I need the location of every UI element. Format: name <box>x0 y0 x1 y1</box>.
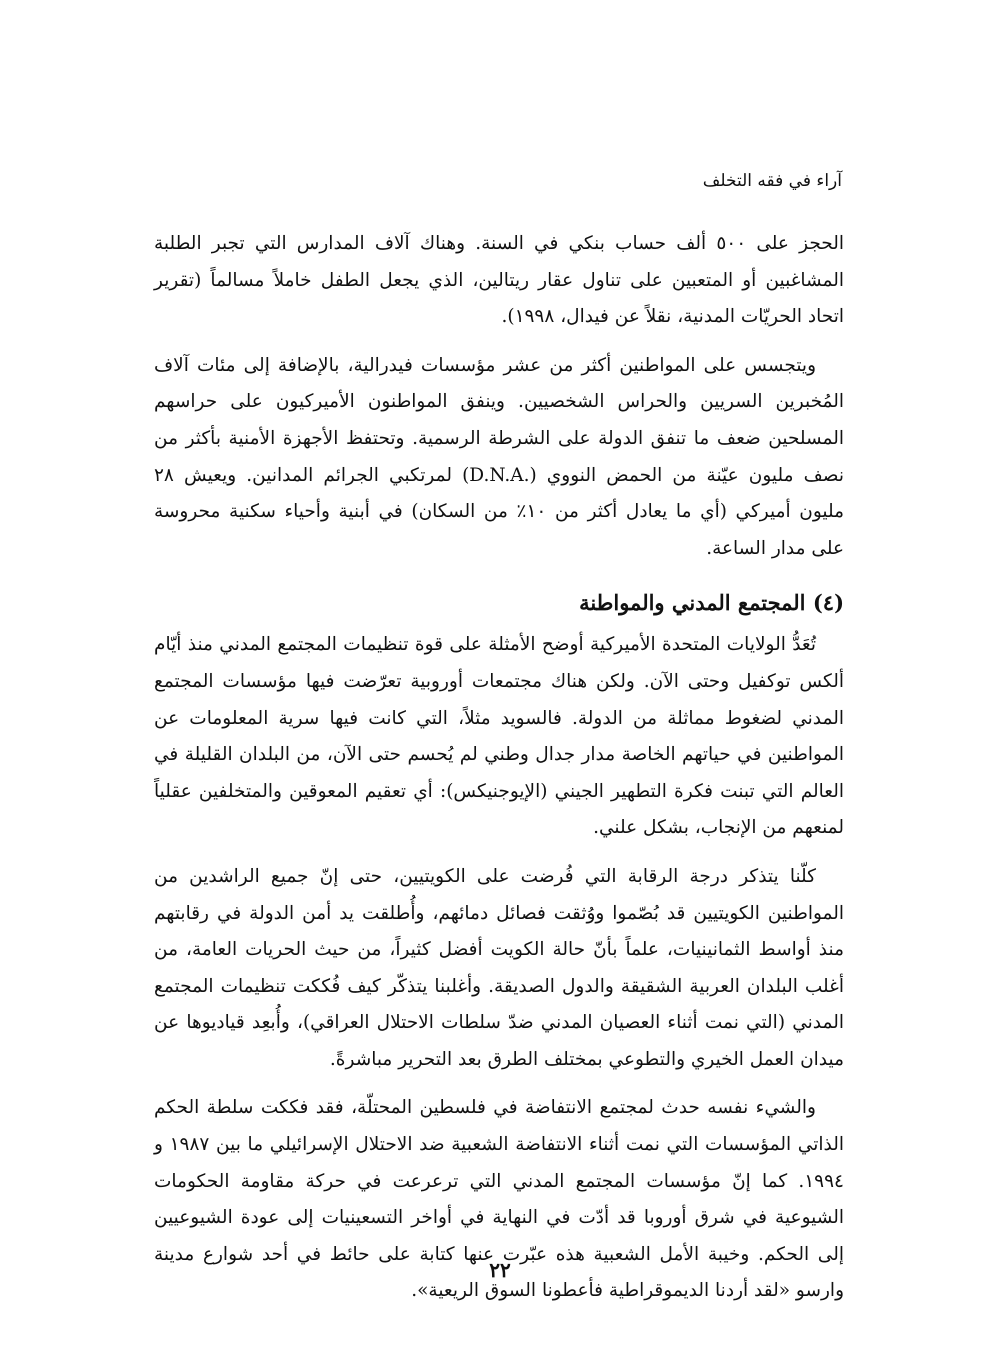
paragraph-surveillance: ويتجسس على المواطنين أكثر من عشر مؤسسات فيدرالية، بالإضافة إلى مئات آلاف المُخبرين السريين والحراس الشخصيين. وينفق المواطنون الأميركيون على حراسهم المسلحين ضعف ما تنفق الدولة على الشرطة الرسمية. وتحتفظ الأجهزة الأمنية بأكثر من نصف مليون عيّنة من الحمض النووي (.D.N.A) لمرتكبي الجرائم المدانين. ويعيش ٢٨ مليون أميركي (أي ما يعادل أكثر من ١٠٪ من السكان) في أبنية وأحياء سكنية محروسة على مدار الساعة. <box>154 354 844 559</box>
page-number: ٢٢ <box>489 1258 511 1282</box>
paragraph-civil-society-usa: تُعَدُّ الولايات المتحدة الأميركية أوضح الأمثلة على قوة تنظيمات المجتمع المدني منذ أيّام ألكس توكفيل وحتى الآن. ولكن هناك مجتمعات أوروبية تعرّضت فيها مؤسسات المجتمع المدني لضغوط مماثلة من الدولة. فالسويد مثلاً، التي كانت فيها سرية المعلومات عن المواطنين في حياتهم الخاصة مدار جدال وطني لم يُحسم حتى الآن، من البلدان القليلة في العالم التي تبنت فكرة التطهير الجيني (الإيوجنيكس): أي تعقيم المعوقين والمتخلفين عقلياً لمنعهم من الإنجاب، بشكل علني. <box>154 634 844 839</box>
body-text <box>154 226 844 1310</box>
paragraph-kuwait: كلّنا يتذكر درجة الرقابة التي فُرضت على الكويتيين، حتى إنّ جميع الراشدين من المواطنين الكويتيين قد بُصّموا ووُثقت فصائل دمائهم، وأُطلقت يد أمن الدولة في رقابتهم منذ أواسط الثمانينيات، علماً بأنّ حالة الكويت أفضل كثيراً، من حيث الحريات العامة، من أغلب البلدان العربية الشقيقة والدول الصديقة. وأغلبنا يتذكّر كيف فُككت تنظيمات المجتمع المدني (التي نمت أثناء العصيان المدني ضدّ سلطات الاحتلال العراقي)، وأُبعِد قياديوها عن ميدان العمل الخيري والتطوعي بمختلف الطرق بعد التحرير مباشرةً. <box>154 865 844 1070</box>
running-head: آراء في فقه التخلف <box>702 171 842 191</box>
paragraph-continued: الحجز على ٥٠٠ ألف حساب بنكي في السنة. وهناك آلاف المدارس التي تجبر الطلبة المشاغبين أو المتعبين على تناول عقار ريتالين، الذي يجعل الطفل خاملاً مسالماً (تقرير اتحاد الحريّات المدنية، نقلاً عن فيدال، ١٩٩٨). <box>154 233 844 328</box>
section-heading: (٤) المجتمع المدني والمواطنة <box>579 590 844 616</box>
paragraph-palestine: والشيء نفسه حدث لمجتمع الانتفاضة في فلسطين المحتلّة، فقد فككت سلطة الحكم الذاتي المؤسسات التي نمت أثناء الانتفاضة الشعبية ضد الاحتلال الإسرائيلي ما بين ١٩٨٧ و ١٩٩٤. كما إنّ مؤسسات المجتمع المدني التي ترعرعت في حركة مقاومة الحكومات الشيوعية في شرق أوروبا قد أدّت في النهاية في أواخر التسعينيات إلى عودة الشيوعيين إلى الحكم. وخيبة الأمل الشعبية هذه عبّرت عنها كتابة على حائط في أحد شوارع مدينة وارسو «لقد أردنا الديموقراطية فأعطونا السوق الريعية». <box>154 1097 844 1302</box>
